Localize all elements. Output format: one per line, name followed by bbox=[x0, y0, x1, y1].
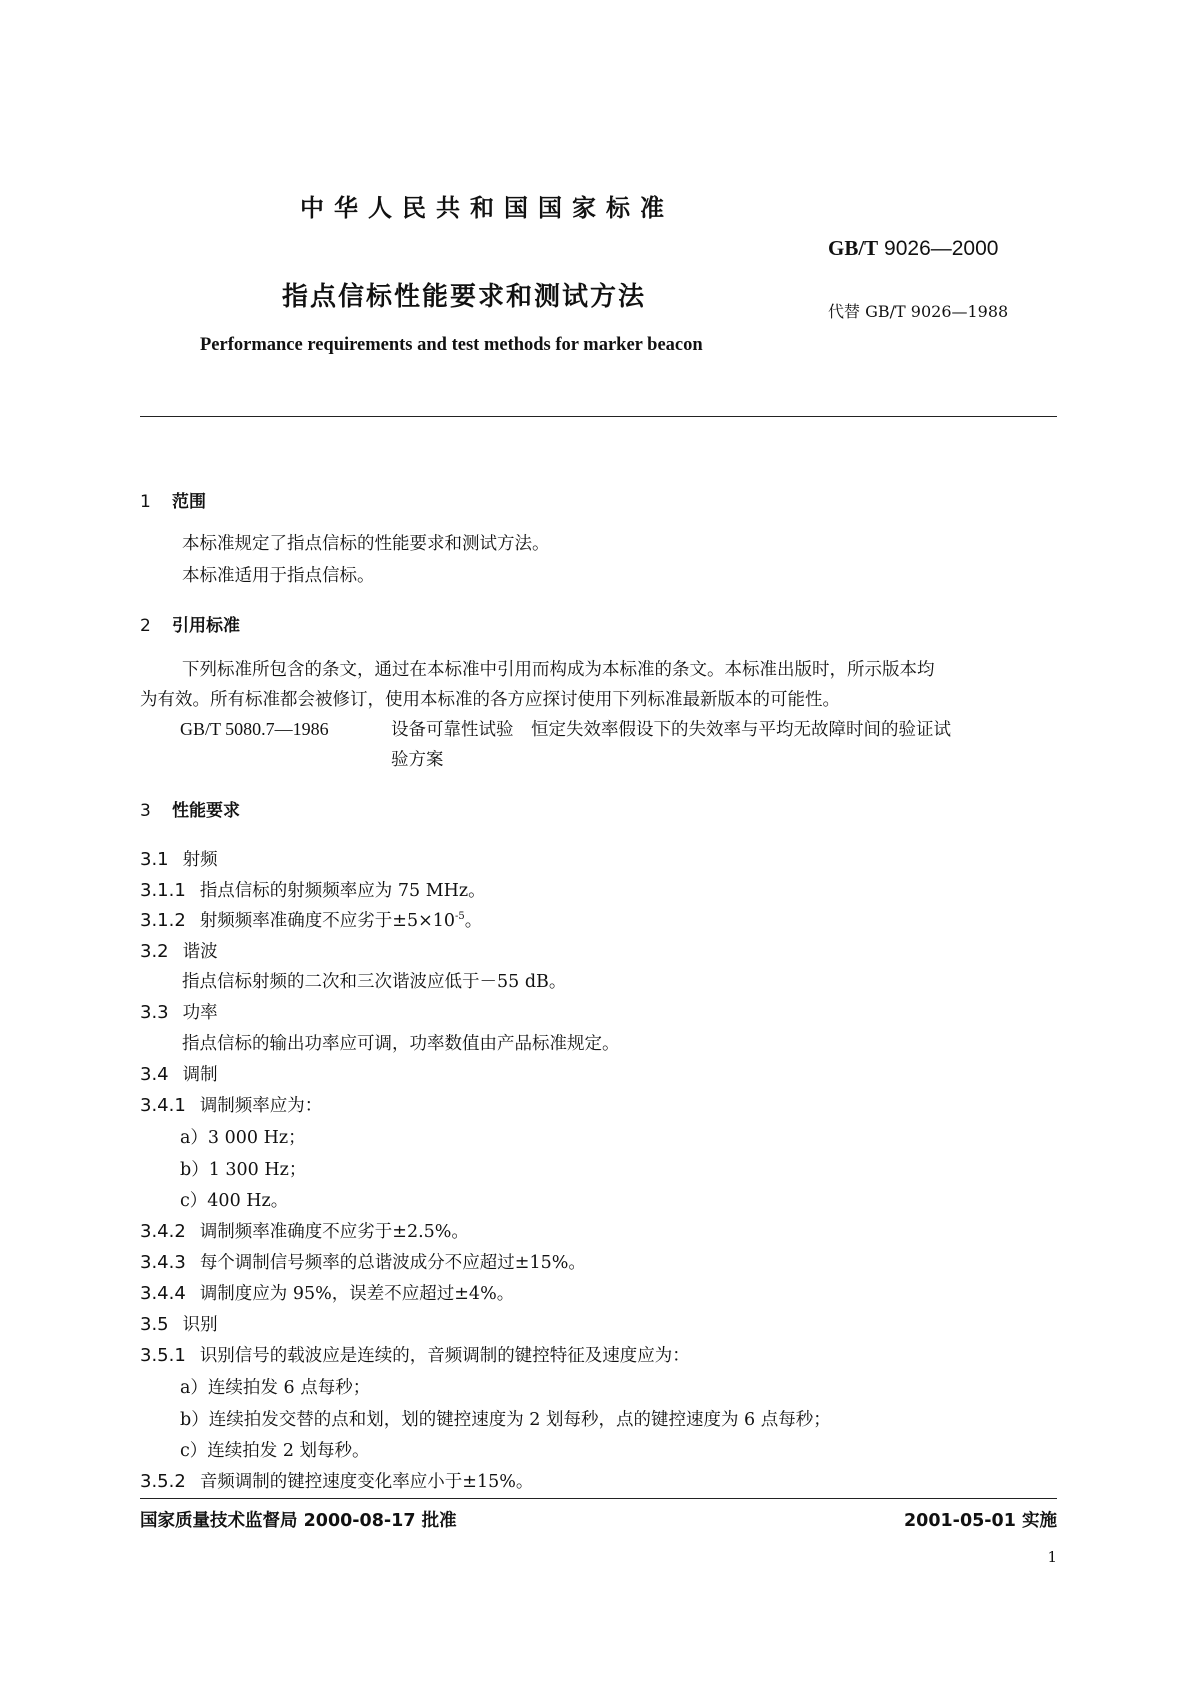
paragraph: 下列标准所包含的条文，通过在本标准中引用而构成为本标准的条文。本标准出版时，所示版本均 bbox=[182, 660, 935, 680]
document-title-cn: 指点信标性能要求和测试方法 bbox=[282, 282, 647, 312]
clause-3-1-1: 3.1.1 指点信标的射频频率应为 75 MHz。 bbox=[140, 880, 486, 901]
section-number: 1 bbox=[140, 492, 151, 512]
section-title: 引用标准 bbox=[172, 616, 240, 636]
paragraph: 指点信标射频的二次和三次谐波应低于－55 dB。 bbox=[182, 972, 567, 992]
section-heading-references bbox=[140, 611, 240, 636]
replaces-standard: 代替 GB/T 9026—1988 bbox=[828, 302, 1009, 321]
clause-3-4-2: 3.4.2 调制频率准确度不应劣于±2.5%。 bbox=[140, 1221, 469, 1242]
list-item: a）3 000 Hz； bbox=[180, 1128, 306, 1148]
section-number: 3 bbox=[140, 801, 151, 821]
standard-number-value: 9026—2000 bbox=[884, 237, 999, 260]
list-item: b）1 300 Hz； bbox=[180, 1160, 307, 1180]
reference-entry bbox=[180, 716, 951, 741]
exponent: -5 bbox=[455, 911, 465, 923]
paragraph: 本标准规定了指点信标的性能要求和测试方法。 bbox=[182, 534, 550, 554]
reference-title: 设备可靠性试验 恒定失效率假设下的失效率与平均无故障时间的验证试 bbox=[391, 720, 951, 740]
reference-code: GB/T 5080.7—1986 bbox=[180, 719, 329, 739]
page-number: 1 bbox=[1047, 1548, 1057, 1566]
standard-prefix: GB/T bbox=[828, 236, 879, 260]
clause-3-4-1: 3.4.1 调制频率应为： bbox=[140, 1095, 323, 1116]
clause-3-4: 3.4 调制 bbox=[140, 1064, 218, 1085]
section-title: 范围 bbox=[172, 492, 206, 512]
section-heading-performance bbox=[140, 796, 240, 821]
clause-3-5-2: 3.5.2 音频调制的键控速度变化率应小于±15%。 bbox=[140, 1471, 534, 1492]
list-item: c）400 Hz。 bbox=[180, 1191, 289, 1211]
paragraph: 为有效。所有标准都会被修订，使用本标准的各方应探讨使用下列标准最新版本的可能性。 bbox=[140, 690, 840, 710]
clause-3-4-3: 3.4.3 每个调制信号频率的总谐波成分不应超过±15%。 bbox=[140, 1252, 586, 1273]
clause-3-5-1: 3.5.1 识别信号的载波应是连续的，音频调制的键控特征及速度应为： bbox=[140, 1345, 690, 1366]
section-heading-scope bbox=[140, 487, 206, 512]
list-item: c）连续拍发 2 划每秒。 bbox=[180, 1441, 370, 1461]
list-item: a）连续拍发 6 点每秒； bbox=[180, 1378, 371, 1398]
section-number: 2 bbox=[140, 616, 151, 636]
document-title-en: Performance requirements and test methods for marker beacon bbox=[200, 335, 703, 355]
clause-3-4-4: 3.4.4 调制度应为 95%，误差不应超过±4%。 bbox=[140, 1283, 515, 1304]
approval-statement: 国家质量技术监督局 2000-08-17 批准 bbox=[140, 1511, 457, 1531]
footer-divider bbox=[140, 1498, 1057, 1499]
paragraph: 指点信标的输出功率应可调，功率数值由产品标准规定。 bbox=[182, 1034, 620, 1054]
clause-3-1: 3.1 射频 bbox=[140, 849, 218, 870]
section-title: 性能要求 bbox=[172, 801, 240, 821]
clause-3-2: 3.2 谐波 bbox=[140, 941, 218, 962]
national-standard-heading: 中华人民共和国国家标准 bbox=[300, 194, 674, 222]
clause-3-1-2: 3.1.2 射频频率准确度不应劣于$\pm 5\times 10^{-5}$。 bbox=[140, 910, 483, 931]
list-item: b）连续拍发交替的点和划，划的键控速度为 2 划每秒，点的键控速度为 6 点每秒； bbox=[180, 1410, 831, 1430]
reference-title-continued: 验方案 bbox=[391, 750, 444, 770]
standard-number bbox=[828, 236, 998, 261]
paragraph: 本标准适用于指点信标。 bbox=[182, 566, 375, 586]
clause-3-5: 3.5 识别 bbox=[140, 1314, 218, 1335]
effective-date: 2001-05-01 实施 bbox=[903, 1511, 1057, 1531]
header-divider bbox=[140, 416, 1057, 417]
clause-3-3: 3.3 功率 bbox=[140, 1002, 218, 1023]
